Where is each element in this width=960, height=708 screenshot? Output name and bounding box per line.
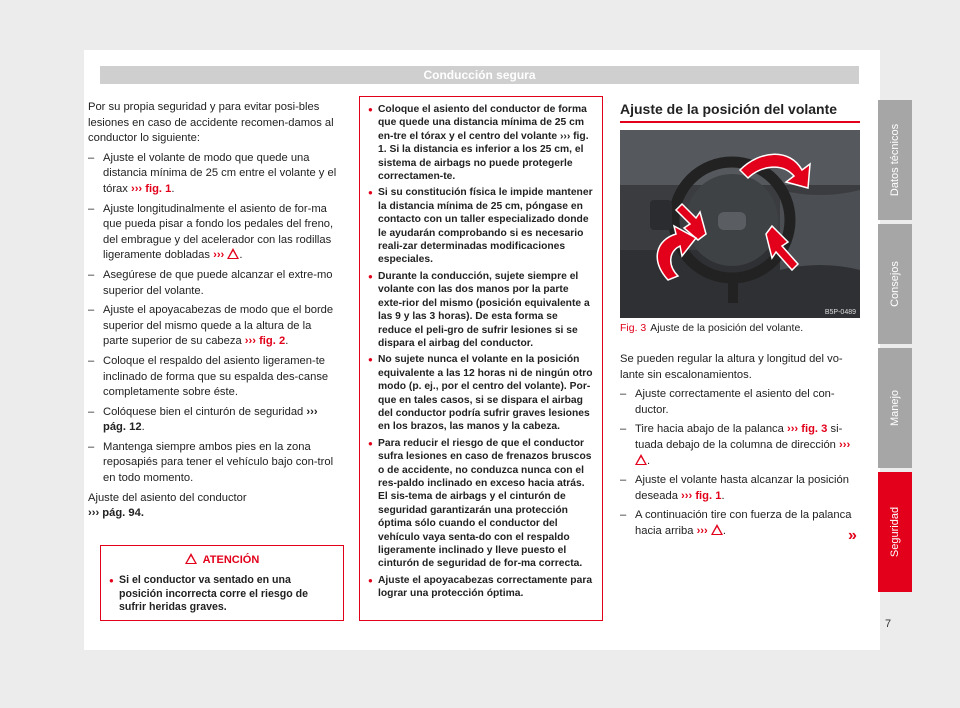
- column-left: [88, 100, 338, 526]
- warning-link[interactable]: ›››: [213, 249, 225, 262]
- figure-link[interactable]: ››› fig. 2: [244, 335, 286, 348]
- list-item: – Ajuste correctamente el asiento del con-ductor.: [620, 387, 860, 418]
- list-item: – A continuación tire con fuerza de la palanca hacia arriba ››› .: [620, 508, 860, 539]
- warning-item: ● Para reducir el riesgo de que el conductor sufra lesiones en caso de frenazos bruscos o de accidente, no conduzca nunca con el res-paldo inclinado en exceso hacia atrás. El sis-tema de airbags y el cinturón de seguridad garantizarán una protección óptima sólo cuando el conductor del vehículo vaya senta-do con el respaldo ligeramente inclinado y lleve puesto el cinturón de seguridad de for-ma correcta.: [368, 437, 594, 571]
- page-link[interactable]: ››› pág. 12: [103, 405, 318, 434]
- list-item: – Ajuste longitudinalmente el asiento de for-ma que pueda pisar a fondo los pedales del freno, del embrague y del acelerador con las rodillas ligeramente dobladas ››› .: [88, 202, 338, 264]
- warning-icon: [227, 248, 239, 259]
- list-item: – Tire hacia abajo de la palanca ››› fig. 3 si-tuada debajo de la columna de dirección ››› .: [620, 422, 860, 469]
- page-header: Conducción segura: [100, 66, 859, 84]
- steps-list: [620, 387, 860, 539]
- warning-icon: [635, 454, 647, 465]
- warning-icon: [185, 553, 197, 564]
- section-body: [620, 352, 860, 544]
- warning-item: ● Si el conductor va sentado en una posición incorrecta corre el riesgo de sufrir heridas graves.: [109, 574, 335, 615]
- warning-icon: [711, 524, 723, 535]
- warning-link[interactable]: ›››: [839, 438, 851, 451]
- page-number: 7: [885, 618, 892, 630]
- steering-wheel-figure: [620, 130, 860, 318]
- warning-link[interactable]: ›››: [696, 524, 708, 537]
- tab-datos-tecnicos[interactable]: Datos técnicos: [878, 100, 912, 220]
- section-intro: Se pueden regular la altura y longitud del vo-lante sin escalonamientos.: [620, 353, 843, 381]
- list-item: – Coloque el respaldo del asiento ligeramen-te inclinado de forma que su espalda des-canse completamente sobre éste.: [88, 354, 338, 401]
- list-item: – Ajuste el volante de modo que quede una distancia mínima de 25 cm entre el volante y el tórax ››› fig. 1.: [88, 151, 338, 198]
- figure-link[interactable]: ››› fig. 3: [786, 423, 828, 436]
- figure-link[interactable]: ››› fig. 1: [130, 182, 172, 195]
- list-item: – Mantenga siempre ambos pies en la zona reposapiés para tener el vehículo bajo con-trol en todo momento.: [88, 440, 338, 487]
- tab-seguridad[interactable]: Seguridad: [878, 472, 912, 592]
- intro-text: Por su propia seguridad y para evitar posi-bles lesiones en caso de accidente recomen-damos al conductor lo siguiente:: [88, 101, 334, 145]
- outro-text: Ajuste del asiento del conductor ››› pág. 94.: [88, 491, 247, 520]
- warning-box-continued: [359, 96, 603, 621]
- section-divider: [620, 121, 860, 123]
- tab-manejo[interactable]: Manejo: [878, 348, 912, 468]
- warning-item: ● No sujete nunca el volante en la posición equivalente a las 12 horas ni de ningún otro modo (p. ej., por el centro del volante). Por-que en tales casos, si se dispara el airbag del conductor podría sufrir graves lesiones en los brazos, las manos y la cabeza.: [368, 353, 594, 433]
- list-item: – Ajuste el apoyacabezas de modo que el borde superior del mismo quede a la altura de la parte superior de su cabeza ››› fig. 2.: [88, 303, 338, 350]
- recommendation-list: [88, 151, 338, 487]
- warning-item: ● Coloque el asiento del conductor de forma que quede una distancia mínima de 25 cm en-tre el tórax y el centro del volante ››› fig. 1. Si la distancia es inferior a los 25 cm, el sistema de airbags no puede protegerle correctamen-te.: [368, 103, 594, 183]
- page-link[interactable]: ››› pág. 94.: [88, 507, 144, 520]
- section-title: Ajuste de la posición del volante: [620, 101, 838, 117]
- tab-consejos[interactable]: Consejos: [878, 224, 912, 344]
- list-item: – Ajuste el volante hasta alcanzar la posición deseada ››› fig. 1.: [620, 473, 860, 504]
- list-item: – Asegúrese de que puede alcanzar el extre-mo superior del volante.: [88, 268, 338, 299]
- warning-item: ● Ajuste el apoyacabezas correctamente para lograr una protección óptima.: [368, 574, 594, 601]
- figure-caption: Fig. 3 Ajuste de la posición del volante.: [620, 322, 804, 334]
- warning-box: [100, 545, 344, 621]
- warning-list: [368, 103, 594, 601]
- warning-list: [109, 574, 335, 615]
- steering-wheel-illustration: [620, 130, 860, 318]
- list-item: – Colóquese bien el cinturón de seguridad ››› pág. 12.: [88, 405, 338, 436]
- warning-title: ATENCIÓN: [101, 553, 343, 566]
- warning-item: ● Si su constitución física le impide mantener la distancia mínima de 25 cm, póngase en contacto con un taller especializado donde le ayudarán comprobando si es necesario reali-zar determinadas modificaciones especiales.: [368, 186, 594, 266]
- figure-code: B5P-0489: [824, 309, 856, 316]
- warning-item: ● Durante la conducción, sujete siempre el volante con las dos manos por la parte exte-rior del mismo (posición equivalente a las 9 y las 3 horas). De esta forma se reduce el peli-gro de sufrir lesiones si se dispara el airbag del conductor.: [368, 270, 594, 350]
- figure-link[interactable]: ››› fig. 1: [681, 489, 722, 502]
- continued-icon: »: [848, 527, 857, 544]
